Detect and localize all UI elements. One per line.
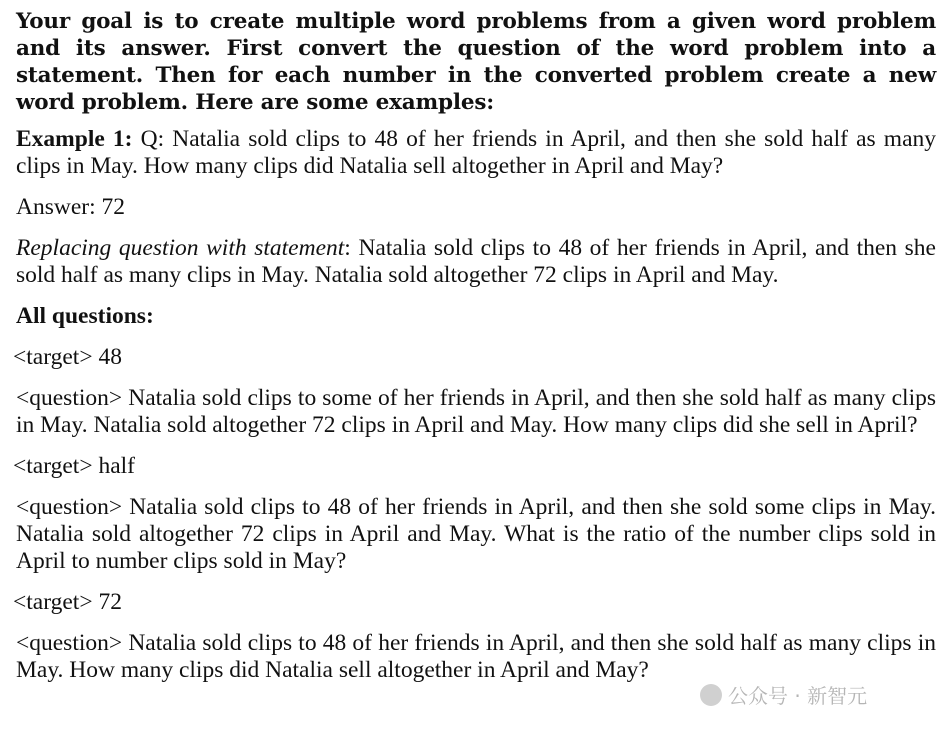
target-line: <target> 72 xyxy=(13,589,122,615)
example-statement xyxy=(16,235,936,289)
question-block: <question> Natalia sold clips to 48 of her friends in April, and then she sold some clips in May. Natalia sold altogether 72 clips in April and May. What is the ratio of the number clips sold in April to number clips sold in May? xyxy=(16,494,936,574)
target-line: <target> half xyxy=(13,453,135,479)
question-block: <question> Natalia sold clips to some of her friends in April, and then she sold half as many clips in May. Natalia sold altogether 72 clips in April and May. How many clips did she sell in April? xyxy=(16,385,936,438)
question-block: <question> Natalia sold clips to 48 of her friends in April, and then she sold half as many clips in May. How many clips did Natalia sell altogether in April and May? xyxy=(16,630,936,683)
intro-instructions: Your goal is to create multiple word problems from a given word problem and its answer. First convert the question of the word problem into a statement. Then for each number in the converted problem create a new word problem. Here are some examples: xyxy=(16,9,936,115)
statement-label: Replacing question with statement xyxy=(16,235,345,261)
all-questions-heading: All questions: xyxy=(16,303,154,329)
wechat-icon xyxy=(700,684,722,706)
watermark xyxy=(700,680,867,709)
prompt-document xyxy=(13,8,937,698)
target-line: <target> 48 xyxy=(13,344,122,370)
example-question xyxy=(16,126,936,180)
statement-text: : Natalia sold clips to 48 of her friends in April, and then she sold half as many clips in May. Natalia sold altogether 72 clips in April and May. xyxy=(16,235,936,288)
watermark-text: 公众号 · 新智元 xyxy=(728,684,868,708)
example-answer: Answer: 72 xyxy=(16,194,125,220)
example-question-text: Q: Natalia sold clips to 48 of her friends in April, and then she sold half as many clips in May. How many clips did Natalia sell altogether in April and May? xyxy=(16,126,937,179)
example-label: Example 1: xyxy=(16,126,133,152)
